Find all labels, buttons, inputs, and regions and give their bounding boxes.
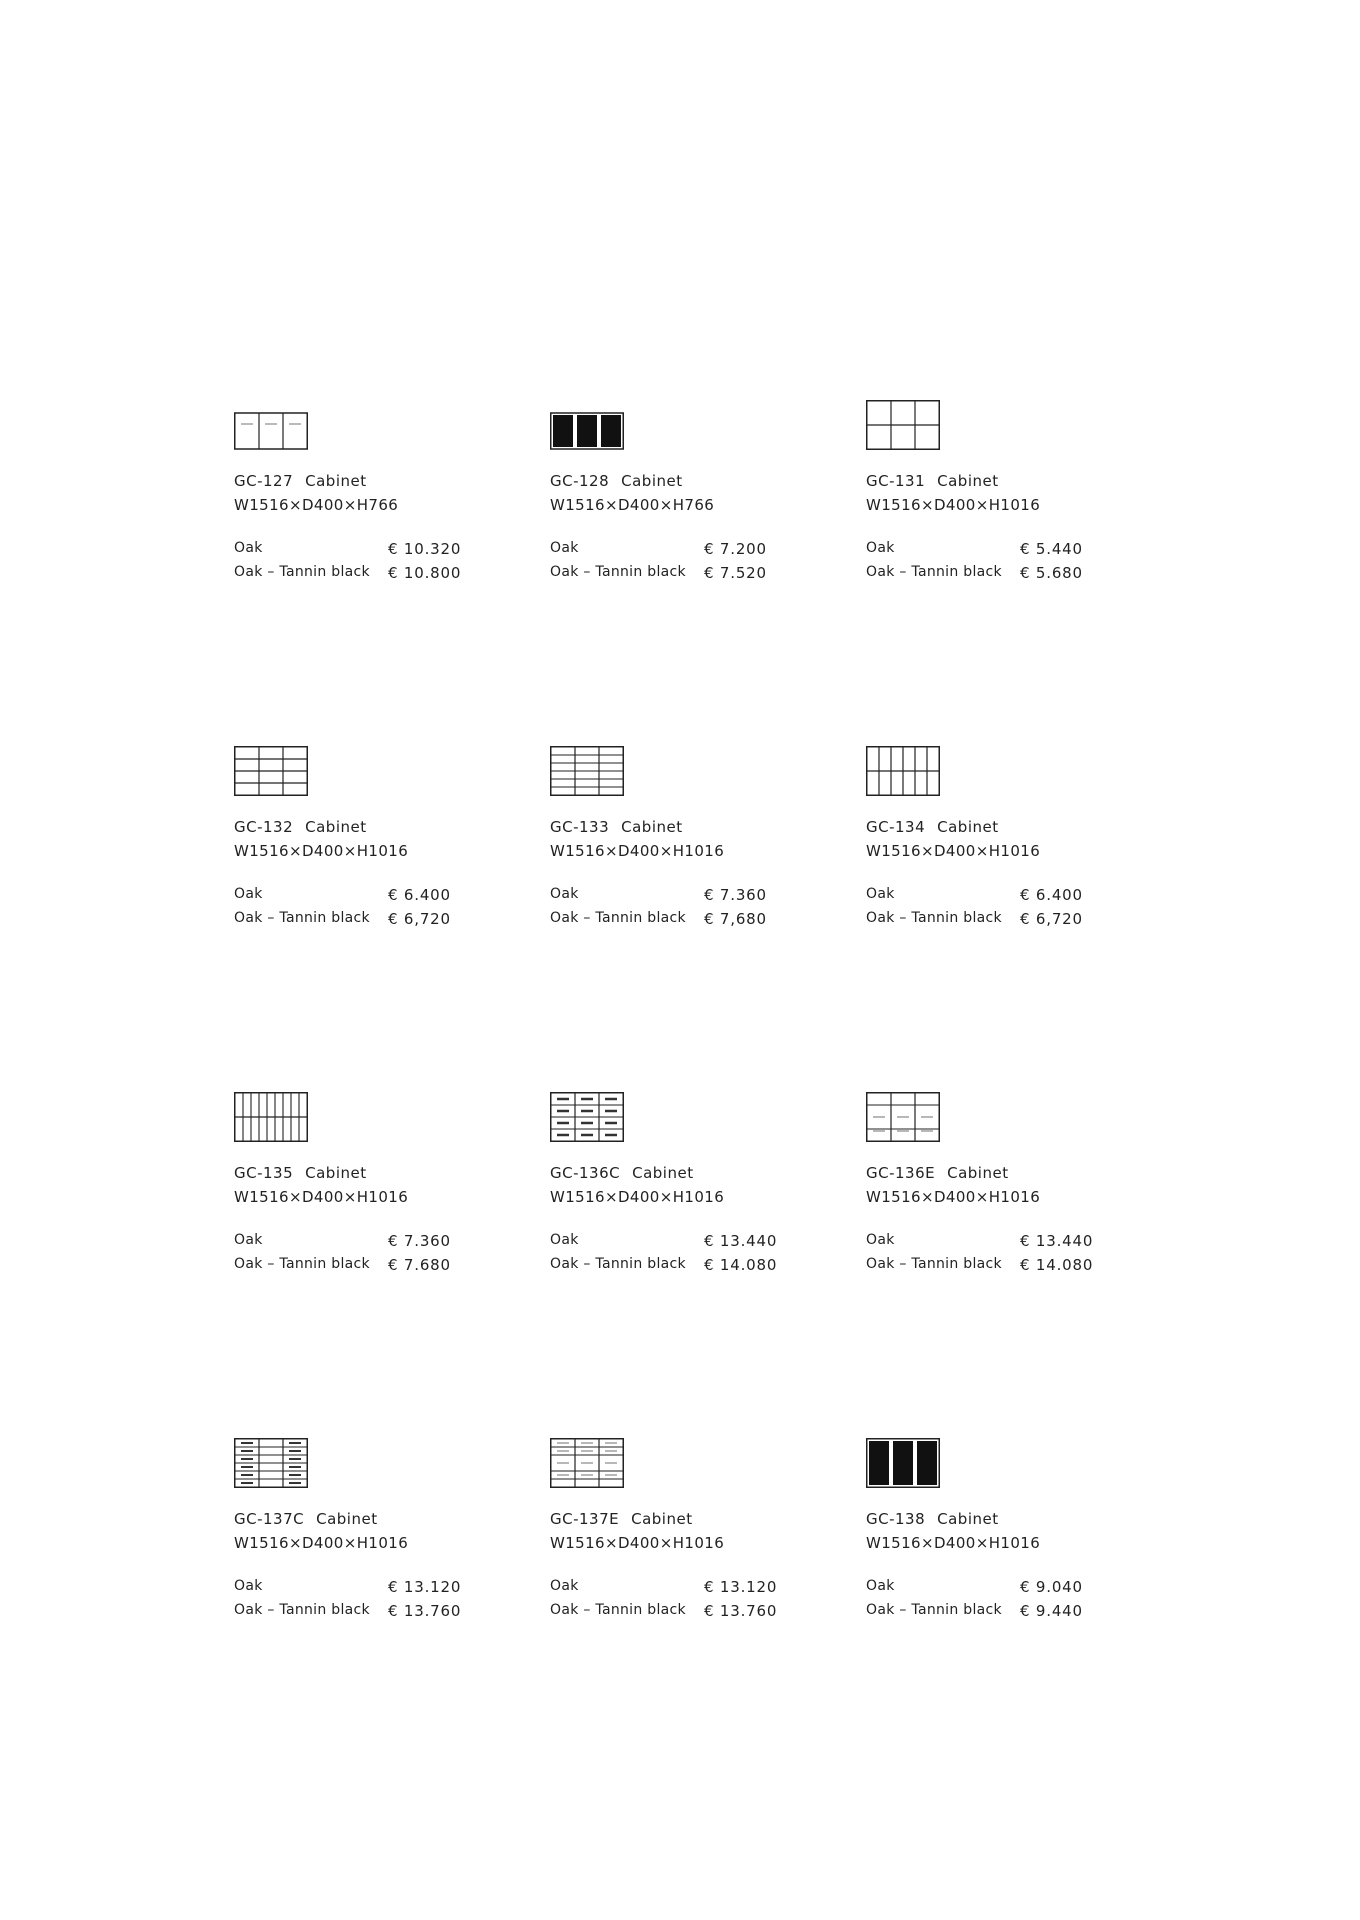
price-list — [234, 540, 494, 588]
finish-label: Oak — [550, 1232, 579, 1248]
cabinet-3-glass-door-icon — [550, 400, 624, 450]
product-dimensions: W1516×D400×H1016 — [550, 1188, 725, 1206]
finish-label: Oak – Tannin black — [550, 1256, 686, 1272]
price-list — [550, 1578, 810, 1626]
price-value: € 6,720 — [388, 910, 451, 928]
price-value: € 14.080 — [704, 1256, 778, 1274]
price-value: € 10.800 — [388, 564, 462, 582]
price-list — [866, 886, 1126, 934]
finish-label: Oak – Tannin black — [234, 1602, 370, 1618]
finish-label: Oak – Tannin black — [550, 564, 686, 580]
price-value: € 10.320 — [388, 540, 462, 558]
finish-label: Oak – Tannin black — [550, 910, 686, 926]
price-row — [550, 540, 810, 564]
price-value: € 5.680 — [1020, 564, 1083, 582]
product-type: Cabinet — [632, 1164, 694, 1182]
price-list — [866, 1232, 1126, 1280]
finish-label: Oak — [234, 1232, 263, 1248]
product-type: Cabinet — [937, 818, 999, 836]
price-row — [234, 1232, 494, 1256]
finish-label: Oak – Tannin black — [866, 1602, 1002, 1618]
finish-label: Oak — [866, 886, 895, 902]
finish-label: Oak – Tannin black — [866, 910, 1002, 926]
finish-label: Oak – Tannin black — [866, 1256, 1002, 1272]
price-row — [866, 564, 1126, 588]
price-row — [550, 886, 810, 910]
price-row — [866, 910, 1126, 934]
price-row — [234, 540, 494, 564]
price-list — [550, 540, 810, 588]
price-row — [234, 1256, 494, 1280]
product-dimensions: W1516×D400×H766 — [234, 496, 399, 514]
product-dimensions: W1516×D400×H1016 — [234, 1534, 409, 1552]
price-value: € 13.440 — [704, 1232, 778, 1250]
finish-label: Oak – Tannin black — [234, 1256, 370, 1272]
product-model: GC-136C — [550, 1164, 621, 1182]
price-value: € 13.440 — [1020, 1232, 1094, 1250]
price-value: € 7,680 — [704, 910, 767, 928]
price-row — [866, 1578, 1126, 1602]
finish-label: Oak — [234, 886, 263, 902]
product-model: GC-128 — [550, 472, 610, 490]
product-model: GC-132 — [234, 818, 294, 836]
finish-label: Oak — [866, 1578, 895, 1594]
product-type: Cabinet — [305, 818, 367, 836]
product-type: Cabinet — [621, 818, 683, 836]
product-model: GC-134 — [866, 818, 926, 836]
product-dimensions: W1516×D400×H1016 — [234, 1188, 409, 1206]
finish-label: Oak — [550, 1578, 579, 1594]
cabinet-3-door-icon — [234, 400, 308, 450]
price-value: € 14.080 — [1020, 1256, 1094, 1274]
product-dimensions: W1516×D400×H1016 — [866, 1534, 1041, 1552]
price-value: € 13.120 — [388, 1578, 462, 1596]
product-type: Cabinet — [937, 1510, 999, 1528]
price-row — [234, 910, 494, 934]
product-dimensions: W1516×D400×H1016 — [866, 1188, 1041, 1206]
price-value: € 9.040 — [1020, 1578, 1083, 1596]
price-row — [550, 1602, 810, 1626]
cabinet-drawers-3-row-icon — [866, 1092, 940, 1142]
price-row — [550, 1232, 810, 1256]
finish-label: Oak — [866, 1232, 895, 1248]
price-value: € 7.520 — [704, 564, 767, 582]
product-dimensions: W1516×D400×H1016 — [550, 842, 725, 860]
finish-label: Oak — [550, 540, 579, 556]
price-list — [550, 1232, 810, 1280]
price-list — [866, 1578, 1126, 1626]
cabinet-3x6-shelf-icon — [550, 746, 624, 796]
product-dimensions: W1516×D400×H1016 — [550, 1534, 725, 1552]
price-row — [866, 886, 1126, 910]
price-row — [234, 564, 494, 588]
price-value: € 6,720 — [1020, 910, 1083, 928]
price-value: € 7.680 — [388, 1256, 451, 1274]
product-model: GC-138 — [866, 1510, 926, 1528]
finish-label: Oak – Tannin black — [550, 1602, 686, 1618]
price-row — [866, 1232, 1126, 1256]
cabinet-9x2-vertical-icon — [234, 1092, 308, 1142]
price-value: € 5.440 — [1020, 540, 1083, 558]
price-list — [866, 540, 1126, 588]
price-row — [550, 910, 810, 934]
product-model: GC-131 — [866, 472, 926, 490]
product-model: GC-133 — [550, 818, 610, 836]
cabinet-3x4-shelf-icon — [234, 746, 308, 796]
price-row — [866, 540, 1126, 564]
product-dimensions: W1516×D400×H1016 — [866, 842, 1041, 860]
price-value: € 7.360 — [388, 1232, 451, 1250]
finish-label: Oak — [866, 540, 895, 556]
product-type: Cabinet — [316, 1510, 378, 1528]
cabinet-drawers-5-row-icon — [550, 1438, 624, 1488]
product-type: Cabinet — [305, 472, 367, 490]
price-value: € 7.360 — [704, 886, 767, 904]
finish-label: Oak — [550, 886, 579, 902]
price-value: € 6.400 — [388, 886, 451, 904]
product-dimensions: W1516×D400×H1016 — [234, 842, 409, 860]
price-row — [550, 1578, 810, 1602]
finish-label: Oak – Tannin black — [234, 910, 370, 926]
product-model: GC-135 — [234, 1164, 294, 1182]
product-dimensions: W1516×D400×H1016 — [866, 496, 1041, 514]
price-list — [550, 886, 810, 934]
finish-label: Oak — [234, 1578, 263, 1594]
price-list — [234, 1232, 494, 1280]
product-type: Cabinet — [631, 1510, 693, 1528]
price-value: € 9.440 — [1020, 1602, 1083, 1620]
price-row — [550, 1256, 810, 1280]
price-value: € 6.400 — [1020, 886, 1083, 904]
finish-label: Oak – Tannin black — [866, 564, 1002, 580]
cabinet-6-compartment-icon — [866, 400, 940, 450]
price-list — [234, 886, 494, 934]
price-row — [866, 1256, 1126, 1280]
product-model: GC-137E — [550, 1510, 620, 1528]
price-value: € 13.120 — [704, 1578, 778, 1596]
price-row — [234, 1578, 494, 1602]
price-list — [234, 1578, 494, 1626]
price-value: € 13.760 — [704, 1602, 778, 1620]
product-model: GC-137C — [234, 1510, 305, 1528]
product-type: Cabinet — [305, 1164, 367, 1182]
cabinet-3-glass-door-tall-icon — [866, 1438, 940, 1488]
finish-label: Oak — [234, 540, 263, 556]
price-value: € 13.760 — [388, 1602, 462, 1620]
cabinet-6x2-vertical-icon — [866, 746, 940, 796]
price-value: € 7.200 — [704, 540, 767, 558]
price-row — [234, 886, 494, 910]
price-row — [234, 1602, 494, 1626]
product-type: Cabinet — [937, 472, 999, 490]
price-row — [550, 564, 810, 588]
cabinet-drawers-4-row-icon — [550, 1092, 624, 1142]
product-type: Cabinet — [947, 1164, 1009, 1182]
product-type: Cabinet — [621, 472, 683, 490]
product-model: GC-127 — [234, 472, 294, 490]
price-row — [866, 1602, 1126, 1626]
cabinet-drawers-6-row-icon — [234, 1438, 308, 1488]
product-dimensions: W1516×D400×H766 — [550, 496, 715, 514]
finish-label: Oak – Tannin black — [234, 564, 370, 580]
product-model: GC-136E — [866, 1164, 936, 1182]
